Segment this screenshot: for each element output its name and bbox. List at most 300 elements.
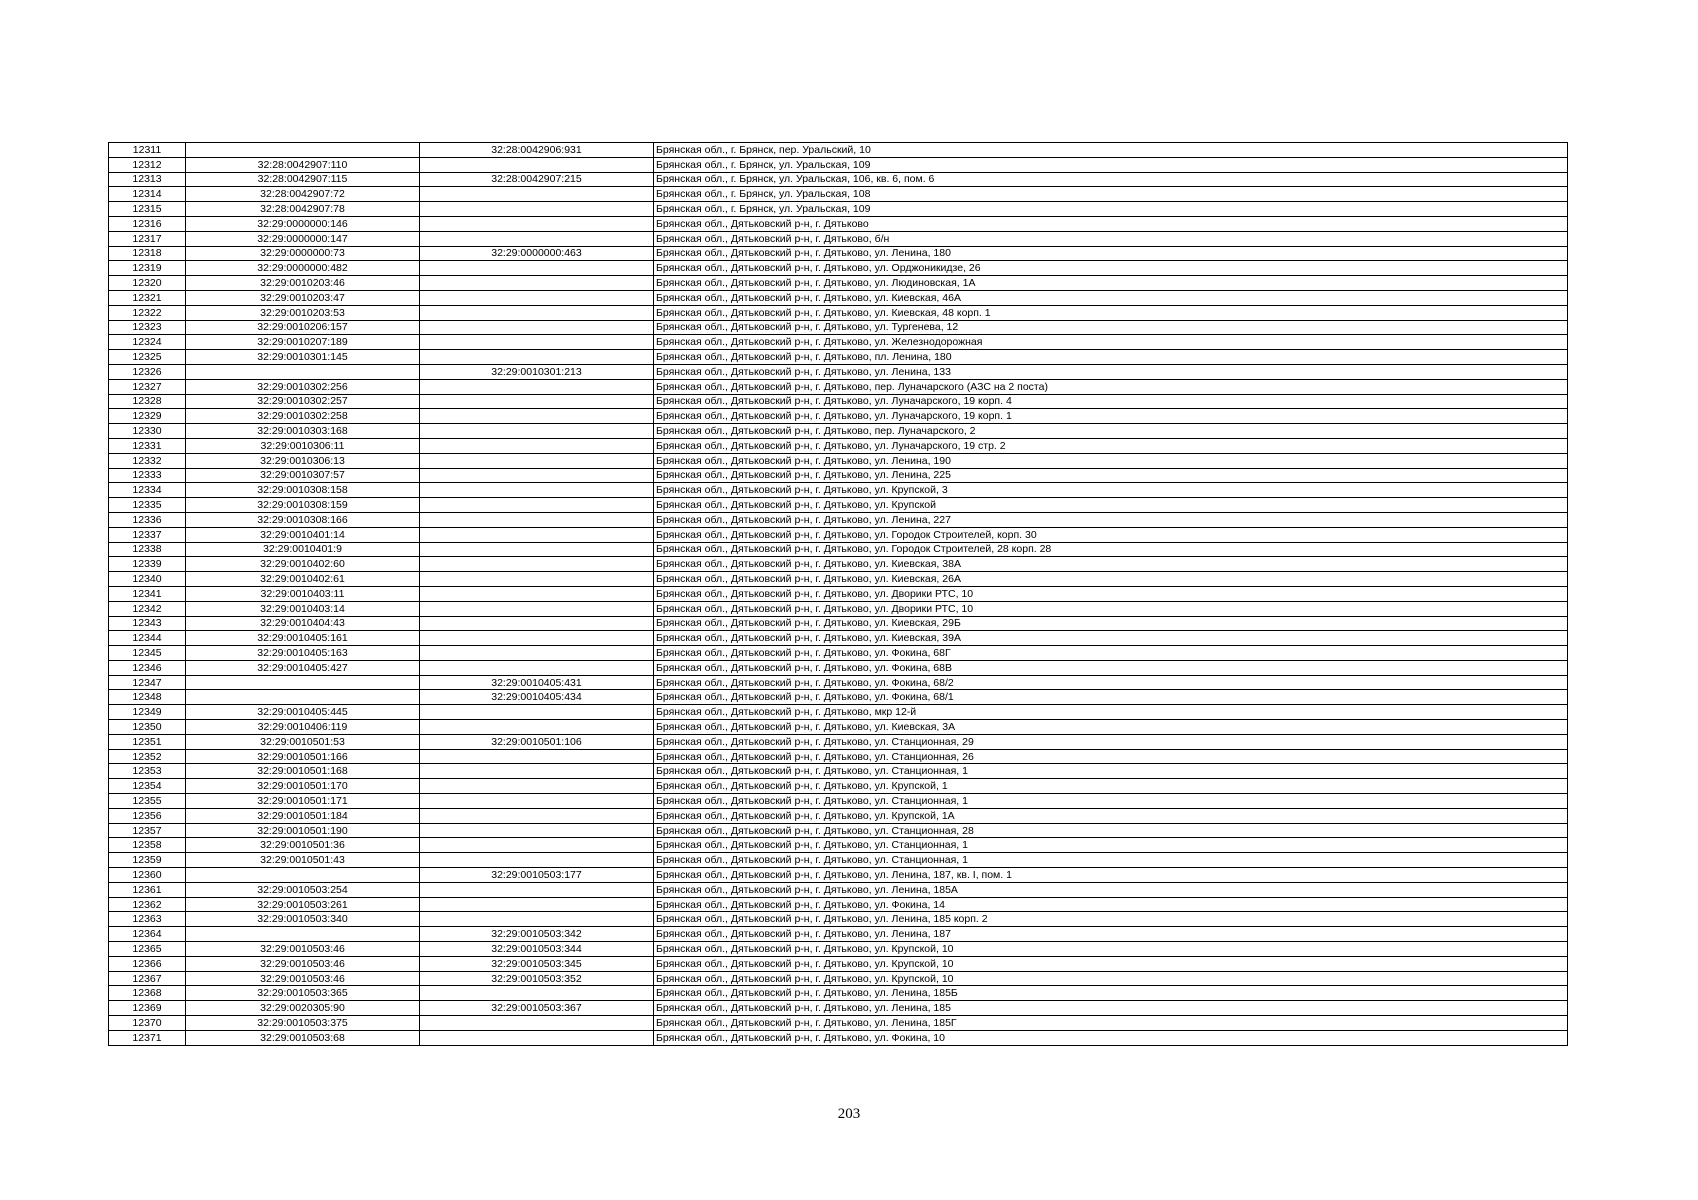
table-row: [109, 660, 1568, 675]
related-cadastral-number-cell: [420, 823, 654, 838]
cadastral-number-cell: 32:29:0010401:14: [186, 527, 420, 542]
table-row: [109, 542, 1568, 557]
address-cell: Брянская обл., г. Брянск, пер. Уральский, 10: [654, 143, 1568, 158]
table-row: [109, 1016, 1568, 1031]
cadastral-number-cell: 32:29:0010501:168: [186, 764, 420, 779]
row-number-cell: 12346: [109, 660, 186, 675]
cadastral-number-cell: 32:29:0010207:189: [186, 335, 420, 350]
address-cell: Брянская обл., Дятьковский р-н, г. Дятьково, пер. Луначарского (АЗС на 2 поста): [654, 379, 1568, 394]
cadastral-number-cell: 32:29:0010405:427: [186, 660, 420, 675]
row-number-cell: 12349: [109, 705, 186, 720]
address-cell: Брянская обл., Дятьковский р-н, г. Дятьково, ул. Луначарского, 19 стр. 2: [654, 438, 1568, 453]
row-number-cell: 12329: [109, 409, 186, 424]
address-cell: Брянская обл., Дятьковский р-н, г. Дятьково, ул. Людиновская, 1А: [654, 276, 1568, 291]
address-cell: Брянская обл., Дятьковский р-н, г. Дятьково, ул. Городок Строителей, корп. 30: [654, 527, 1568, 542]
table-row: [109, 734, 1568, 749]
cadastral-number-cell: [186, 143, 420, 158]
related-cadastral-number-cell: [420, 157, 654, 172]
cadastral-number-cell: 32:29:0010503:365: [186, 986, 420, 1001]
cadastral-number-cell: 32:29:0010306:11: [186, 438, 420, 453]
cadastral-number-cell: 32:29:0010406:119: [186, 720, 420, 735]
cadastral-number-cell: 32:29:0000000:482: [186, 261, 420, 276]
table-row: [109, 143, 1568, 158]
related-cadastral-number-cell: [420, 601, 654, 616]
table-body: [109, 143, 1568, 1046]
address-cell: Брянская обл., Дятьковский р-н, г. Дятьково, ул. Станционная, 1: [654, 838, 1568, 853]
cadastral-number-cell: 32:29:0010405:161: [186, 631, 420, 646]
related-cadastral-number-cell: 32:28:0042906:931: [420, 143, 654, 158]
address-cell: Брянская обл., Дятьковский р-н, г. Дятьково, ул. Киевская, 46А: [654, 290, 1568, 305]
row-number-cell: 12367: [109, 971, 186, 986]
cadastral-number-cell: 32:29:0010503:261: [186, 897, 420, 912]
cadastral-number-cell: 32:29:0010501:190: [186, 823, 420, 838]
address-cell: Брянская обл., Дятьковский р-н, г. Дятьково, ул. Ленина, 225: [654, 468, 1568, 483]
table-row: [109, 394, 1568, 409]
cadastral-number-cell: 32:29:0010308:166: [186, 512, 420, 527]
address-cell: Брянская обл., Дятьковский р-н, г. Дятьково, ул. Ленина, 187: [654, 927, 1568, 942]
row-number-cell: 12364: [109, 927, 186, 942]
cadastral-number-cell: 32:29:0010503:375: [186, 1016, 420, 1031]
cadastral-number-cell: 32:29:0010302:256: [186, 379, 420, 394]
row-number-cell: 12350: [109, 720, 186, 735]
row-number-cell: 12359: [109, 853, 186, 868]
related-cadastral-number-cell: [420, 320, 654, 335]
table-row: [109, 705, 1568, 720]
address-cell: Брянская обл., Дятьковский р-н, г. Дятьково, ул. Киевская, 38А: [654, 557, 1568, 572]
table-row: [109, 512, 1568, 527]
cadastral-number-cell: 32:29:0010401:9: [186, 542, 420, 557]
row-number-cell: 12330: [109, 424, 186, 439]
related-cadastral-number-cell: [420, 453, 654, 468]
row-number-cell: 12320: [109, 276, 186, 291]
related-cadastral-number-cell: [420, 616, 654, 631]
related-cadastral-number-cell: [420, 1030, 654, 1045]
table-row: [109, 350, 1568, 365]
address-cell: Брянская обл., Дятьковский р-н, г. Дятьково, ул. Ленина, 190: [654, 453, 1568, 468]
address-cell: Брянская обл., Дятьковский р-н, г. Дятьково, ул. Ленина, 185Г: [654, 1016, 1568, 1031]
related-cadastral-number-cell: 32:29:0000000:463: [420, 246, 654, 261]
cadastral-number-cell: 32:29:0010203:46: [186, 276, 420, 291]
address-cell: Брянская обл., Дятьковский р-н, г. Дятьково, ул. Крупской: [654, 498, 1568, 513]
address-cell: Брянская обл., Дятьковский р-н, г. Дятьково, ул. Крупской, 10: [654, 956, 1568, 971]
table-row: [109, 320, 1568, 335]
address-cell: Брянская обл., г. Брянск, ул. Уральская, 109: [654, 157, 1568, 172]
table-row: [109, 942, 1568, 957]
row-number-cell: 12319: [109, 261, 186, 276]
row-number-cell: 12357: [109, 823, 186, 838]
row-number-cell: 12339: [109, 557, 186, 572]
page-number: 203: [837, 1106, 861, 1122]
cadastral-number-cell: 32:29:0010403:11: [186, 586, 420, 601]
cadastral-number-cell: 32:29:0010301:145: [186, 350, 420, 365]
related-cadastral-number-cell: [420, 409, 654, 424]
address-cell: Брянская обл., Дятьковский р-н, г. Дятьково, ул. Фокина, 68Г: [654, 646, 1568, 661]
table-row: [109, 690, 1568, 705]
address-cell: Брянская обл., Дятьковский р-н, г. Дятьково, ул. Крупской, 1А: [654, 808, 1568, 823]
cadastral-table: [108, 142, 1568, 1046]
address-cell: Брянская обл., Дятьковский р-н, г. Дятьково, ул. Киевская, 3А: [654, 720, 1568, 735]
row-number-cell: 12325: [109, 350, 186, 365]
table-row: [109, 453, 1568, 468]
table-row: [109, 246, 1568, 261]
address-cell: Брянская обл., Дятьковский р-н, г. Дятьково, ул. Фокина, 14: [654, 897, 1568, 912]
row-number-cell: 12324: [109, 335, 186, 350]
table-row: [109, 261, 1568, 276]
related-cadastral-number-cell: [420, 897, 654, 912]
cadastral-number-cell: [186, 675, 420, 690]
address-cell: Брянская обл., Дятьковский р-н, г. Дятьково, ул. Станционная, 26: [654, 749, 1568, 764]
address-cell: Брянская обл., Дятьковский р-н, г. Дятьково, ул. Ленина, 133: [654, 364, 1568, 379]
address-cell: Брянская обл., Дятьковский р-н, г. Дятьково, ул. Фокина, 68В: [654, 660, 1568, 675]
row-number-cell: 12344: [109, 631, 186, 646]
related-cadastral-number-cell: [420, 986, 654, 1001]
table-row: [109, 157, 1568, 172]
related-cadastral-number-cell: [420, 764, 654, 779]
row-number-cell: 12328: [109, 394, 186, 409]
address-cell: Брянская обл., Дятьковский р-н, г. Дятьково, ул. Фокина, 10: [654, 1030, 1568, 1045]
cadastral-number-cell: 32:29:0010402:60: [186, 557, 420, 572]
table-row: [109, 838, 1568, 853]
address-cell: Брянская обл., Дятьковский р-н, г. Дятьково, ул. Крупской, 10: [654, 942, 1568, 957]
related-cadastral-number-cell: 32:29:0010405:434: [420, 690, 654, 705]
address-cell: Брянская обл., Дятьковский р-н, г. Дятьково, ул. Ленина, 185А: [654, 882, 1568, 897]
row-number-cell: 12312: [109, 157, 186, 172]
related-cadastral-number-cell: [420, 216, 654, 231]
row-number-cell: 12315: [109, 202, 186, 217]
row-number-cell: 12316: [109, 216, 186, 231]
table-row: [109, 305, 1568, 320]
related-cadastral-number-cell: [420, 631, 654, 646]
related-cadastral-number-cell: [420, 261, 654, 276]
table-row: [109, 794, 1568, 809]
table-row: [109, 276, 1568, 291]
row-number-cell: 12337: [109, 527, 186, 542]
table-row: [109, 646, 1568, 661]
table-row: [109, 912, 1568, 927]
cadastral-number-cell: 32:29:0010306:13: [186, 453, 420, 468]
related-cadastral-number-cell: [420, 231, 654, 246]
row-number-cell: 12365: [109, 942, 186, 957]
related-cadastral-number-cell: [420, 557, 654, 572]
related-cadastral-number-cell: [420, 542, 654, 557]
table-row: [109, 364, 1568, 379]
row-number-cell: 12351: [109, 734, 186, 749]
cadastral-number-cell: 32:29:0010307:57: [186, 468, 420, 483]
address-cell: Брянская обл., Дятьковский р-н, г. Дятьково, ул. Станционная, 29: [654, 734, 1568, 749]
cadastral-number-cell: 32:29:0010501:170: [186, 779, 420, 794]
related-cadastral-number-cell: [420, 379, 654, 394]
address-cell: Брянская обл., г. Брянск, ул. Уральская, 106, кв. 6, пом. 6: [654, 172, 1568, 187]
table-row: [109, 424, 1568, 439]
related-cadastral-number-cell: [420, 646, 654, 661]
related-cadastral-number-cell: [420, 838, 654, 853]
table-row: [109, 527, 1568, 542]
cadastral-number-cell: 32:29:0010302:257: [186, 394, 420, 409]
row-number-cell: 12363: [109, 912, 186, 927]
address-cell: Брянская обл., Дятьковский р-н, г. Дятьково, ул. Станционная, 28: [654, 823, 1568, 838]
cadastral-number-cell: [186, 868, 420, 883]
cadastral-number-cell: 32:28:0042907:72: [186, 187, 420, 202]
row-number-cell: 12343: [109, 616, 186, 631]
cadastral-number-cell: 32:29:0000000:146: [186, 216, 420, 231]
table-row: [109, 720, 1568, 735]
row-number-cell: 12345: [109, 646, 186, 661]
row-number-cell: 12371: [109, 1030, 186, 1045]
related-cadastral-number-cell: [420, 572, 654, 587]
row-number-cell: 12355: [109, 794, 186, 809]
address-cell: Брянская обл., Дятьковский р-н, г. Дятьково, ул. Крупской, 3: [654, 483, 1568, 498]
related-cadastral-number-cell: [420, 276, 654, 291]
row-number-cell: 12314: [109, 187, 186, 202]
related-cadastral-number-cell: [420, 1016, 654, 1031]
related-cadastral-number-cell: 32:28:0042907:215: [420, 172, 654, 187]
related-cadastral-number-cell: [420, 749, 654, 764]
table-row: [109, 379, 1568, 394]
row-number-cell: 12318: [109, 246, 186, 261]
row-number-cell: 12322: [109, 305, 186, 320]
row-number-cell: 12332: [109, 453, 186, 468]
cadastral-number-cell: [186, 927, 420, 942]
table-row: [109, 601, 1568, 616]
related-cadastral-number-cell: 32:29:0010503:367: [420, 1001, 654, 1016]
related-cadastral-number-cell: 32:29:0010501:106: [420, 734, 654, 749]
address-cell: Брянская обл., Дятьковский р-н, г. Дятьково, ул. Тургенева, 12: [654, 320, 1568, 335]
cadastral-number-cell: 32:29:0010501:43: [186, 853, 420, 868]
address-cell: Брянская обл., Дятьковский р-н, г. Дятьково, ул. Фокина, 68/1: [654, 690, 1568, 705]
cadastral-number-cell: 32:29:0010503:46: [186, 942, 420, 957]
row-number-cell: 12311: [109, 143, 186, 158]
related-cadastral-number-cell: 32:29:0010503:177: [420, 868, 654, 883]
table-row: [109, 231, 1568, 246]
cadastral-number-cell: 32:29:0020305:90: [186, 1001, 420, 1016]
cadastral-number-cell: 32:29:0010404:43: [186, 616, 420, 631]
table-row: [109, 572, 1568, 587]
related-cadastral-number-cell: [420, 912, 654, 927]
address-cell: Брянская обл., Дятьковский р-н, г. Дятьково, ул. Станционная, 1: [654, 853, 1568, 868]
row-number-cell: 12335: [109, 498, 186, 513]
table-row: [109, 586, 1568, 601]
row-number-cell: 12336: [109, 512, 186, 527]
address-cell: Брянская обл., Дятьковский р-н, г. Дятьково, мкр 12-й: [654, 705, 1568, 720]
table-row: [109, 823, 1568, 838]
related-cadastral-number-cell: [420, 779, 654, 794]
cadastral-number-cell: 32:28:0042907:78: [186, 202, 420, 217]
cadastral-number-cell: 32:29:0010501:171: [186, 794, 420, 809]
row-number-cell: 12338: [109, 542, 186, 557]
related-cadastral-number-cell: [420, 438, 654, 453]
row-number-cell: 12341: [109, 586, 186, 601]
table-row: [109, 779, 1568, 794]
cadastral-number-cell: 32:29:0010503:340: [186, 912, 420, 927]
related-cadastral-number-cell: [420, 483, 654, 498]
related-cadastral-number-cell: [420, 498, 654, 513]
table-row: [109, 616, 1568, 631]
table-row: [109, 868, 1568, 883]
related-cadastral-number-cell: [420, 853, 654, 868]
row-number-cell: 12326: [109, 364, 186, 379]
address-cell: Брянская обл., Дятьковский р-н, г. Дятьково, ул. Дворики РТС, 10: [654, 601, 1568, 616]
row-number-cell: 12334: [109, 483, 186, 498]
cadastral-number-cell: 32:28:0042907:115: [186, 172, 420, 187]
row-number-cell: 12347: [109, 675, 186, 690]
related-cadastral-number-cell: [420, 187, 654, 202]
table-row: [109, 764, 1568, 779]
address-cell: Брянская обл., г. Брянск, ул. Уральская, 108: [654, 187, 1568, 202]
table-row: [109, 808, 1568, 823]
related-cadastral-number-cell: [420, 527, 654, 542]
table-row: [109, 557, 1568, 572]
table-row: [109, 882, 1568, 897]
table-row: [109, 187, 1568, 202]
address-cell: Брянская обл., Дятьковский р-н, г. Дятьково, ул. Ленина, 180: [654, 246, 1568, 261]
cadastral-number-cell: 32:29:0000000:147: [186, 231, 420, 246]
row-number-cell: 12317: [109, 231, 186, 246]
table-row: [109, 971, 1568, 986]
address-cell: Брянская обл., Дятьковский р-н, г. Дятьково, ул. Ленина, 187, кв. I, пом. 1: [654, 868, 1568, 883]
address-cell: Брянская обл., Дятьковский р-н, г. Дятьково, ул. Городок Строителей, 28 корп. 28: [654, 542, 1568, 557]
row-number-cell: 12313: [109, 172, 186, 187]
row-number-cell: 12354: [109, 779, 186, 794]
table-row: [109, 409, 1568, 424]
table-row: [109, 202, 1568, 217]
cadastral-number-cell: 32:29:0010501:36: [186, 838, 420, 853]
row-number-cell: 12353: [109, 764, 186, 779]
cadastral-number-cell: 32:29:0010203:47: [186, 290, 420, 305]
address-cell: Брянская обл., Дятьковский р-н, г. Дятьково, ул. Дворики РТС, 10: [654, 586, 1568, 601]
address-cell: Брянская обл., Дятьковский р-н, г. Дятьково, ул. Ленина, 185: [654, 1001, 1568, 1016]
cadastral-number-cell: 32:29:0010503:254: [186, 882, 420, 897]
cadastral-number-cell: 32:29:0010403:14: [186, 601, 420, 616]
address-cell: Брянская обл., Дятьковский р-н, г. Дятьково, ул. Фокина, 68/2: [654, 675, 1568, 690]
table-row: [109, 897, 1568, 912]
address-cell: Брянская обл., Дятьковский р-н, г. Дятьково, ул. Луначарского, 19 корп. 1: [654, 409, 1568, 424]
row-number-cell: 12333: [109, 468, 186, 483]
document-page: [108, 142, 1567, 1046]
row-number-cell: 12369: [109, 1001, 186, 1016]
cadastral-number-cell: 32:29:0010501:53: [186, 734, 420, 749]
row-number-cell: 12331: [109, 438, 186, 453]
related-cadastral-number-cell: [420, 882, 654, 897]
address-cell: Брянская обл., Дятьковский р-н, г. Дятьково, ул. Киевская, 39А: [654, 631, 1568, 646]
address-cell: Брянская обл., Дятьковский р-н, г. Дятьково, пер. Луначарского, 2: [654, 424, 1568, 439]
cadastral-number-cell: 32:29:0010503:68: [186, 1030, 420, 1045]
address-cell: Брянская обл., Дятьковский р-н, г. Дятьково: [654, 216, 1568, 231]
row-number-cell: 12366: [109, 956, 186, 971]
row-number-cell: 12327: [109, 379, 186, 394]
address-cell: Брянская обл., Дятьковский р-н, г. Дятьково, ул. Киевская, 29Б: [654, 616, 1568, 631]
row-number-cell: 12321: [109, 290, 186, 305]
table-row: [109, 483, 1568, 498]
row-number-cell: 12352: [109, 749, 186, 764]
address-cell: Брянская обл., Дятьковский р-н, г. Дятьково, ул. Киевская, 48 корп. 1: [654, 305, 1568, 320]
related-cadastral-number-cell: 32:29:0010503:344: [420, 942, 654, 957]
cadastral-number-cell: 32:29:0010501:184: [186, 808, 420, 823]
row-number-cell: 12340: [109, 572, 186, 587]
cadastral-number-cell: 32:29:0010405:445: [186, 705, 420, 720]
related-cadastral-number-cell: [420, 794, 654, 809]
address-cell: Брянская обл., Дятьковский р-н, г. Дятьково, ул. Ленина, 185 корп. 2: [654, 912, 1568, 927]
row-number-cell: 12323: [109, 320, 186, 335]
related-cadastral-number-cell: 32:29:0010405:431: [420, 675, 654, 690]
related-cadastral-number-cell: [420, 394, 654, 409]
table-row: [109, 749, 1568, 764]
cadastral-number-cell: [186, 364, 420, 379]
cadastral-number-cell: 32:29:0010303:168: [186, 424, 420, 439]
related-cadastral-number-cell: [420, 305, 654, 320]
related-cadastral-number-cell: [420, 512, 654, 527]
row-number-cell: 12360: [109, 868, 186, 883]
related-cadastral-number-cell: 32:29:0010503:342: [420, 927, 654, 942]
cadastral-number-cell: 32:29:0010308:159: [186, 498, 420, 513]
row-number-cell: 12356: [109, 808, 186, 823]
row-number-cell: 12348: [109, 690, 186, 705]
table-row: [109, 290, 1568, 305]
related-cadastral-number-cell: 32:29:0010503:352: [420, 971, 654, 986]
cadastral-number-cell: 32:29:0010405:163: [186, 646, 420, 661]
cadastral-number-cell: 32:29:0010501:166: [186, 749, 420, 764]
cadastral-number-cell: 32:29:0010503:46: [186, 971, 420, 986]
cadastral-number-cell: 32:29:0010402:61: [186, 572, 420, 587]
table-row: [109, 172, 1568, 187]
address-cell: Брянская обл., Дятьковский р-н, г. Дятьково, ул. Ленина, 227: [654, 512, 1568, 527]
related-cadastral-number-cell: [420, 705, 654, 720]
address-cell: Брянская обл., Дятьковский р-н, г. Дятьково, ул. Луначарского, 19 корп. 4: [654, 394, 1568, 409]
address-cell: Брянская обл., Дятьковский р-н, г. Дятьково, ул. Орджоникидзе, 26: [654, 261, 1568, 276]
cadastral-number-cell: 32:29:0010302:258: [186, 409, 420, 424]
table-row: [109, 438, 1568, 453]
table-row: [109, 1030, 1568, 1045]
related-cadastral-number-cell: [420, 335, 654, 350]
related-cadastral-number-cell: 32:29:0010301:213: [420, 364, 654, 379]
related-cadastral-number-cell: [420, 290, 654, 305]
table-row: [109, 956, 1568, 971]
address-cell: Брянская обл., Дятьковский р-н, г. Дятьково, ул. Киевская, 26А: [654, 572, 1568, 587]
address-cell: Брянская обл., г. Брянск, ул. Уральская, 109: [654, 202, 1568, 217]
row-number-cell: 12368: [109, 986, 186, 1001]
table-row: [109, 675, 1568, 690]
table-row: [109, 1001, 1568, 1016]
related-cadastral-number-cell: [420, 350, 654, 365]
related-cadastral-number-cell: [420, 660, 654, 675]
cadastral-number-cell: 32:29:0010308:158: [186, 483, 420, 498]
address-cell: Брянская обл., Дятьковский р-н, г. Дятьково, пл. Ленина, 180: [654, 350, 1568, 365]
address-cell: Брянская обл., Дятьковский р-н, г. Дятьково, ул. Ленина, 185Б: [654, 986, 1568, 1001]
cadastral-number-cell: 32:29:0010206:157: [186, 320, 420, 335]
address-cell: Брянская обл., Дятьковский р-н, г. Дятьково, ул. Станционная, 1: [654, 794, 1568, 809]
cadastral-number-cell: [186, 690, 420, 705]
related-cadastral-number-cell: [420, 202, 654, 217]
table-row: [109, 853, 1568, 868]
address-cell: Брянская обл., Дятьковский р-н, г. Дятьково, б/н: [654, 231, 1568, 246]
table-row: [109, 498, 1568, 513]
address-cell: Брянская обл., Дятьковский р-н, г. Дятьково, ул. Крупской, 10: [654, 971, 1568, 986]
table-row: [109, 927, 1568, 942]
related-cadastral-number-cell: [420, 720, 654, 735]
row-number-cell: 12342: [109, 601, 186, 616]
row-number-cell: 12361: [109, 882, 186, 897]
table-row: [109, 986, 1568, 1001]
related-cadastral-number-cell: [420, 468, 654, 483]
cadastral-number-cell: 32:29:0010203:53: [186, 305, 420, 320]
related-cadastral-number-cell: [420, 424, 654, 439]
row-number-cell: 12362: [109, 897, 186, 912]
table-row: [109, 468, 1568, 483]
related-cadastral-number-cell: [420, 808, 654, 823]
address-cell: Брянская обл., Дятьковский р-н, г. Дятьково, ул. Крупской, 1: [654, 779, 1568, 794]
related-cadastral-number-cell: [420, 586, 654, 601]
address-cell: Брянская обл., Дятьковский р-н, г. Дятьково, ул. Железнодорожная: [654, 335, 1568, 350]
cadastral-number-cell: 32:29:0010503:46: [186, 956, 420, 971]
